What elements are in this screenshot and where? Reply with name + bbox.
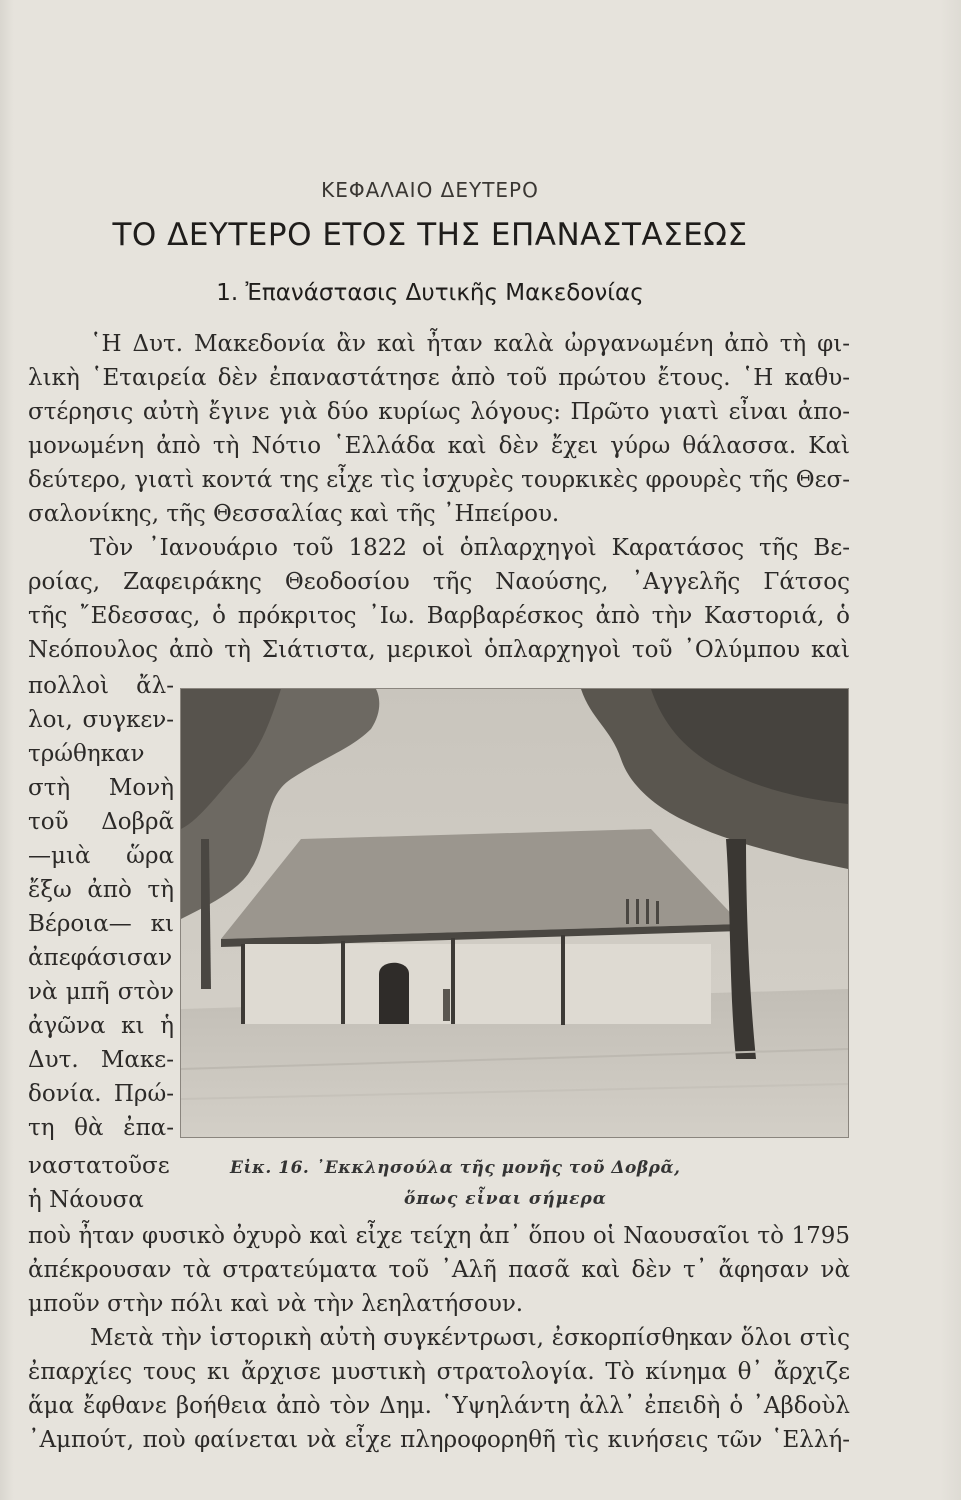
side-column-line: τοῦ Δοβρᾶ — [28, 809, 174, 835]
paragraph-line: σαλονίκης, τῆς Θεσσαλίας καὶ τῆς ᾿Ηπείρου. — [28, 501, 560, 527]
paragraph-line: Μετὰ τὴν ἱστορικὴ αὐτὴ συγκέντρωσι, ἐσκορπίσθηκαν ὅλοι στὶς — [90, 1325, 850, 1351]
paragraph-line: δεύτερο, γιατὶ κοντά της εἶχε τὶς ἰσχυρὲς τουρκικὲς φρουρὲς τῆς Θεσ- — [28, 467, 850, 493]
paragraph-line: ῾Η Δυτ. Μακεδονία ἂν καὶ ἦταν καλὰ ὠργανωμένη ἀπὸ τὴ φι- — [90, 331, 850, 357]
side-column-line: τη θὰ ἐπα- — [28, 1115, 174, 1141]
side-column-line: ἔξω ἀπὸ τὴ — [28, 877, 174, 903]
paragraph-line: Τὸν ᾿Ιανουάριο τοῦ 1822 οἱ ὁπλαρχηγοὶ Καρατάσος τῆς Βε- — [90, 535, 850, 561]
figure-caption-line2: ὅπως εἶναι σήμερα — [404, 1189, 607, 1209]
side-column-line: Δυτ. Μακε- — [28, 1047, 174, 1073]
paragraph-line: μονωμένη ἀπὸ τὴ Νότιο ῾Ελλάδα καὶ δὲν ἔχει γύρω θάλασσα. Καὶ — [28, 433, 850, 459]
paragraph-line: ποὺ ἦταν φυσικὸ ὀχυρὸ καὶ εἶχε τείχη ἀπ᾿ ὅπου οἱ Ναουσαῖοι τὸ 1795 — [28, 1223, 850, 1249]
side-column-line: λοι, συγκεν- — [28, 707, 174, 733]
side-column-line: δονία. Πρώ- — [28, 1081, 174, 1107]
figure-caption: Εἰκ. 16. ᾿Εκκλησούλα τῆς μονῆς τοῦ Δοβρᾶ, — [230, 1158, 681, 1178]
paragraph-line: μποῦν στὴν πόλι καὶ νὰ τὴν λεηλατήσουν. — [28, 1291, 524, 1317]
paragraph-line: Νεόπουλος ἀπὸ τὴ Σιάτιστα, μερικοὶ ὁπλαρχηγοὶ τοῦ ᾿Ολύμπου καὶ — [28, 637, 850, 663]
side-column-line: τρώθηκαν — [28, 741, 145, 767]
chapter-title: ΤΟ ΔΕΥΤΕΡΟ ΕΤΟΣ ΤΗΣ ΕΠΑΝΑΣΤΑΣΕΩΣ — [112, 217, 748, 253]
side-column-line: πολλοὶ ἄλ- — [28, 673, 174, 699]
section-heading: 1. Ἐπανάστασις Δυτικῆς Μακεδονίας — [216, 280, 644, 306]
church-photograph — [180, 688, 849, 1138]
paragraph-line: στέρησις αὐτὴ ἔγινε γιὰ δύο κυρίως λόγους: Πρῶτο γιατὶ εἶναι ἀπο- — [28, 399, 850, 425]
side-column-line: νὰ μπῆ στὸν — [28, 979, 174, 1005]
side-column-line: στὴ Μονὴ — [28, 775, 174, 801]
paragraph-line: ροίας, Ζαφειράκης Θεοδοσίου τῆς Ναούσης, ᾿Αγγελῆς Γάτσος — [28, 569, 850, 595]
paragraph-line: ἅμα ἔφθανε βοήθεια ἀπὸ τὸν Δημ. ῾Υψηλάντη ἀλλ᾿ ἐπειδὴ ὁ ᾿Αβδοὺλ — [28, 1393, 850, 1419]
side-column-line: ἡ Νάουσα — [28, 1187, 144, 1213]
chapter-label: ΚΕΦΑΛΑΙΟ ΔΕΥΤΕΡΟ — [321, 178, 539, 202]
paragraph-line: ᾿Αμπούτ, ποὺ φαίνεται νὰ εἶχε πληροφορηθῆ τὶς κινήσεις τῶν ῾Ελλή- — [28, 1427, 850, 1453]
paragraph-line: ἐπαρχίες τους κι ἄρχισε μυστικὴ στρατολογία. Τὸ κίνημα θ᾿ ἄρχιζε — [28, 1359, 850, 1385]
side-column-line: ἀγῶνα κι ἡ — [28, 1013, 174, 1039]
side-column-line: ἀπεφάσισαν — [28, 945, 173, 971]
side-column-line: ναστατοῦσε — [28, 1153, 170, 1179]
paragraph-line: ἀπέκρουσαν τὰ στρατεύματα τοῦ ᾿Αλῆ πασᾶ καὶ δὲν τ᾿ ἄφησαν νὰ — [28, 1257, 850, 1283]
paragraph-line: λικὴ ῾Εταιρεία δὲν ἐπαναστάτησε ἀπὸ τοῦ πρώτου ἔτους. ῾Η καθυ- — [28, 365, 850, 391]
paragraph-line: τῆς ῎Εδεσσας, ὁ πρόκριτος ᾿Ιω. Βαρβαρέσκος ἀπὸ τὴν Καστοριά, ὁ — [28, 603, 850, 629]
side-column-line: Βέροια— κι — [28, 911, 174, 937]
side-column-line: —μιὰ ὥρα — [28, 843, 174, 869]
